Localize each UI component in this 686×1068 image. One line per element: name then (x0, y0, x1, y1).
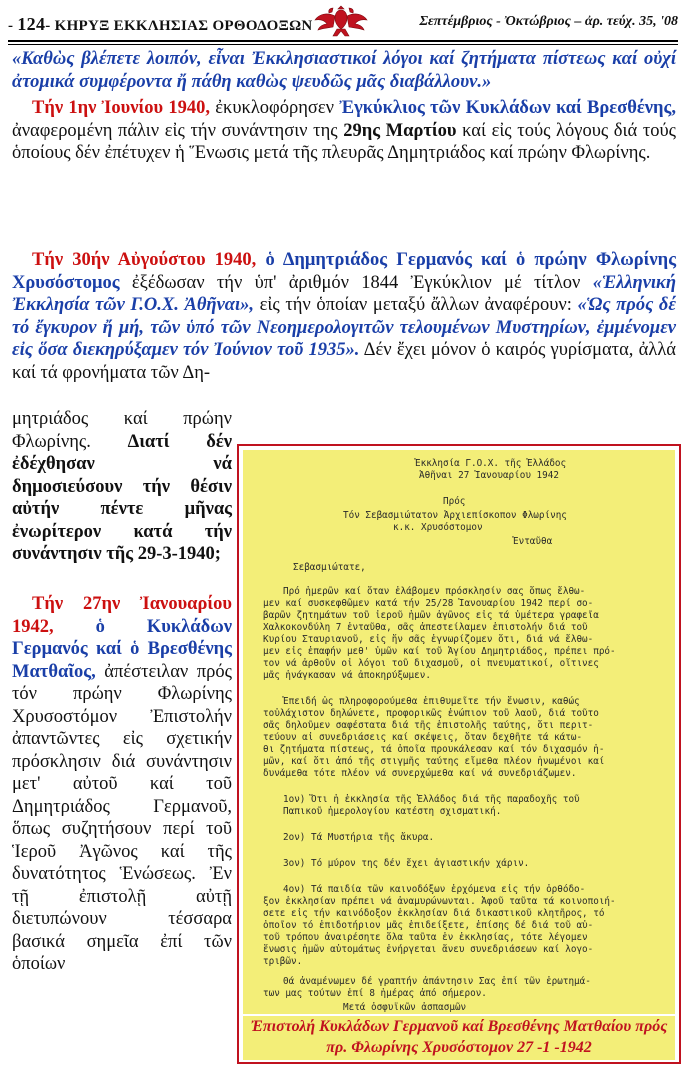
letter-line: Πρό ἡμερῶν καί ὅταν ἐλάβομεν πρόσκλησίν σας ὅπως ἔλθω- (283, 586, 586, 597)
letter-line: 1ον) Ὅτι ἡ ἐκκλησία τῆς Ἑλλάδος διά τῆς παραδοχῆς τοῦ (283, 794, 580, 805)
letter-line: βαρῶν ζητημάτων τοῦ ἱεροῦ ἡμῶν ἀγῶνος εἰς τά ὑμέτερα γραφεῖα (263, 610, 599, 621)
letter-line: Ἐνταῦθα (513, 536, 553, 547)
page-header (0, 0, 686, 40)
letter-line: 2ον) Τά Μυστήρια τῆς ἄκυρα. (283, 832, 435, 843)
paragraph-june-1940: Τήν 1ην Ἰουνίου 1940, ἐκυκλοφόρησεν Ἐγκύκλιος τῶν Κυκλάδων καί Βρεσθένης, ἀναφερομένη πάλιν εἰς τήν συνάντησιν της 29ης Μαρτίου καί εἰς τούς λόγους διά τούς ὁποίους δέν ἐπέτυχεν ἡ Ἕνωσις μετά τῆς πλευρᾶς Δημητριάδος καί πρώην Φλωρίνης. (12, 98, 676, 163)
letter-caption: Ἐπιστολή Κυκλάδων Γερμανοῦ καί Βρεσθένης Ματθαίου πρός πρ. Φλωρίνης Χρυσόστομον 27 -1 -1942 (243, 1016, 675, 1060)
letter-line: Σεβασμιώτατε, (293, 562, 366, 573)
header-rule (8, 40, 678, 42)
letter-line: 4ον) Τά παιδία τῶν καινοδόξων ἐρχόμενα εἰς τήν ὀρθόδο- (283, 884, 586, 895)
header-rule-thin (8, 44, 678, 45)
letter-line: τοὐλάχιστον δηλώνετε, προφορικῶς ἐνώπιον τοῦ λαοῦ, διά τοῦτο (263, 708, 599, 719)
letter-line: Κυρίου Σταυριανοῦ, εἰς ἥν σᾶς ἐγνωρίζομεν ὅτι, διά νά ἔλθω- (263, 634, 594, 645)
letter-line: μεν εἰς ἐπαφήν μεθ' ὑμῶν καί τοῦ Ἁγίου Δημητριάδος, πρέπει πρό- (263, 646, 616, 657)
paragraph-january-1942: Τήν 27ην Ἰανουαρίου 1942, ὁ Κυκλάδων Γερμανός καί ὁ Βρεσθένης Ματθαῖος, ἀπέστειλαν πρός τόν πρώην Φλωρίνης Χρυσοστόμον Ἐπιστολήν ἀπαντῶντες εἰς σχετικήν πρόσκλησιν διά συνάντησιν μετ' αὐτοῦ καί τοῦ Δημητριάδος Γερμανοῦ, ὅπως συζητήσουν περί τοῦ Ἱεροῦ Ἀγῶνος καί τῆς δυνατότητος Ἑνώσεως. Ἐν τῇ ἐπιστολῇ αὐτῇ διετυπώνουν τέσσαρα βασικά σημεῖα ἐπί τῶν ὁποίων (12, 594, 232, 974)
letter-line: Ἐπειδή ὡς πληροφορούμεθα ἐπιθυμεῖτε τήν ἕνωσιν, καθώς (283, 696, 580, 707)
letter-line: Μετά ὀσφυϊκῶν ἀσπασμῶν (343, 1002, 467, 1013)
double-headed-eagle-icon (313, 2, 369, 38)
letter-image (243, 450, 675, 1014)
letter-line: Χαλκοκονδύλη 7 ἐνταῦθα, σᾶς ἀπεστείλαμεν ἐπιστολήν διά τοῦ (263, 622, 588, 633)
letter-line: σετε εἰς τήν καινόδοξον ἐκκλησίαν διά δικαστικοῦ κλητῆρος, τό (263, 908, 605, 919)
letter-line: τριβῶν. (263, 956, 303, 967)
letter-line: Ἀθῆναι 27 Ἰανουαρίου 1942 (419, 470, 559, 481)
letter-figure (237, 444, 681, 1064)
letter-line: ξον ἐκκλησίαν πρέπει νά ἀναμυρώνωνται. Ἀφοῦ ταῦτα τά κοινοποιή- (263, 896, 616, 907)
letter-line: ὁποῖον τό ἐπιδοτήριον μᾶς ἐπιδείξετε, ἐπίσης δέ διά τοῦ αὐ- (263, 920, 594, 931)
letter-line: Παπικοῦ ἡμερολογίου κατέστη σχισματική. (283, 806, 502, 817)
letter-line: μεν καί συσκεφθῶμεν κατά τήν 25/28 Ἰανουαρίου 1942 περί σο- (263, 598, 594, 609)
letter-line: τοῦ τρόπου ἀναιρέσητε ὅλα ταῦτα ἐν ἐκκλησίας, τότε λέγομεν (263, 932, 588, 943)
letter-line: Πρός (443, 496, 466, 507)
journal-title: ΚΗΡΥΞ ΕΚΚΛΗΣΙΑΣ ΟΡΘΟΔΟΞΩΝ (54, 18, 313, 34)
letter-line: Ἐκκλησία Γ.Ο.Χ. τῆς Ἑλλάδος (415, 458, 567, 469)
letter-line: Τόν Σεβασμιώτατον Ἀρχιεπίσκοπον Φλωρίνης (343, 510, 567, 521)
letter-line: των μας τούτων ἐπί 8 ἡμέρας ἀπό σήμερον. (263, 988, 487, 999)
letter-line: κ.κ. Χρυσόστομον (393, 522, 483, 533)
page-number: 124 (17, 14, 46, 34)
letter-line: θι ζητήματα πίστεως, τά ὁποῖα προυκάλεσαν καί τόν διχασμόν ἡ- (263, 744, 605, 755)
letter-line: μῶν, καί ὅτι ἀπό τῆς στιγμῆς ταύτης εἴμεθα πλέον ἡνωμένοι καί (263, 756, 605, 767)
letter-line: 3ον) Τό μύρον της δέν ἔχει ἁγιαστικήν χάριν. (283, 858, 530, 869)
header-left: - 124- ΚΗΡΥΞ ΕΚΚΛΗΣΙΑΣ ΟΡΘΟΔΟΞΩΝ (8, 14, 313, 34)
issue-info: Σεπτέμβριος - Ὀκτώβριος – ἀρ. τεύχ. 35, '08 (419, 14, 678, 29)
letter-line: τον νά ἀρθοῦν οἱ λόγοι τοῦ διχασμοῦ, οἱ πνευματικοί, οἵτινες (263, 658, 599, 669)
letter-line: Θά ἀναμένωμεν δέ γραπτήν ἀπάντησιν Σας ἐπί τῶν ἐρωτημά- (283, 976, 591, 987)
letter-line: μᾶς ἠνάγκασαν νά ἀποκηρύξωμεν. (263, 670, 431, 681)
paragraph-quote: «Καθὼς βλέπετε λοιπόν, εἶναι Ἐκκλησιαστικοί λόγοι καί ζητήματα πίστεως καί οὐχί ἀτομικά συμφέροντα ἤ πάθη καθὼς ψευδῶς μᾶς διαβάλλουν.» (12, 49, 676, 92)
letter-line: ἕνωσις ἡμῶν αὐτομάτως ἐνήργεται ἄνευ συνεδριάσεων καί λογο- (263, 944, 594, 955)
paragraph-column-question: μητριάδος καί πρώην Φλωρίνης. Διατί δέν ἐδέχθησαν νά δημοσιεύσουν τήν θέσιν αὐτήν πέντε μῆνας ἐνωρίτερον κατά τήν συνάντησιν τῆς 29-3-1940; (12, 409, 232, 564)
paragraph-august-1940: Τήν 30ήν Αὐγούστου 1940, ὁ Δημητριάδος Γερμανός καί ὁ πρώην Φλωρίνης Χρυσόστομος ἐξέδωσαν τήν ὑπ' ἀριθμόν 1844 Ἐγκύκλιον μέ τίτλον «Ἑλληνική Ἐκκλησία τῶν Γ.Ο.Χ. Ἀθῆναι», εἰς τήν ὁποίαν μεταξύ ἄλλων ἀναφέρουν: «Ὡς πρός δέ τό ἔγκυρον ἤ μή, τῶν ὑπό τῶν Νεοημερολογιτῶν τελουμένων Μυστηρίων, ἐμμένομεν εἰς ὅσα διεκηρύξαμεν τόν Ἰούνιον τοῦ 1935». Δέν ἔχει μόνον ὁ καιρός γυρίσματα, ἀλλά καί τά φρονήματα τῶν Δη- (12, 250, 676, 383)
letter-line: δυνάμεθα τότε πλέον νά συνερχώμεθα καί νά συνεδριάζωμεν. (263, 768, 577, 779)
letter-line: σᾶς δηλοῦμεν σαφέστατα διά τῆς ἐπιστολῆς ταύτης, ὅτι περιτ- (263, 720, 594, 731)
letter-line: τεύουν αἱ συνεδριάσεις καί σκέψεις, ὅταν δεχθῆτε τά κάτω- (263, 732, 583, 743)
